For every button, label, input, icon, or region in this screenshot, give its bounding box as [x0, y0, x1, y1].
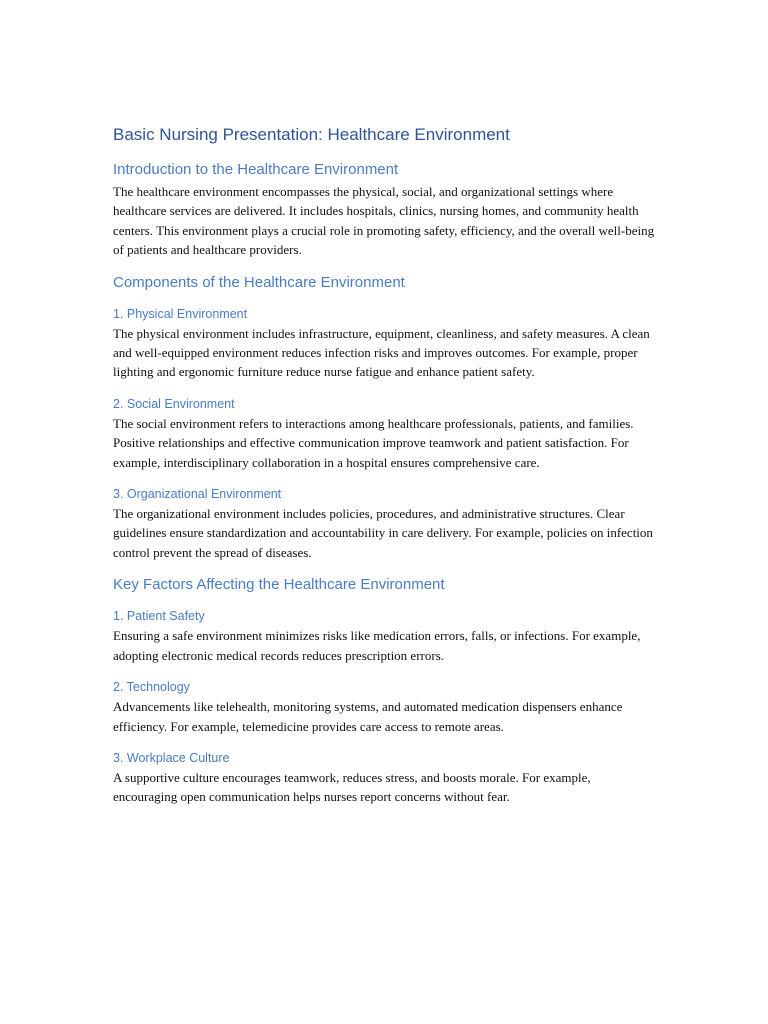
- spacer: [113, 382, 673, 395]
- technology-paragraph: Advancements like telehealth, monitoring systems, and automated medication dispensers enhance efficiency. For example, telemedicine provides care access to remote areas.: [113, 699, 623, 734]
- components-section: [113, 273, 673, 563]
- document-page: [113, 124, 673, 807]
- document-title: Basic Nursing Presentation: Healthcare Environment: [113, 125, 510, 144]
- factors-section: [113, 575, 673, 806]
- intro-paragraph: The healthcare environment encompasses the physical, social, and organizational settings where healthcare services are delivered. It includes hospitals, clinics, nursing homes, and community health centers. This environment plays a crucial role in promoting safety, efficiency, and the overall well-being of patients and healthcare providers.: [113, 184, 655, 258]
- social-environment-heading: 2. Social Environment: [113, 396, 235, 411]
- spacer: [113, 260, 673, 273]
- workplace-culture-paragraph: A supportive culture encourages teamwork, reduces stress, and boosts morale. For example, encouraging open communication helps nurses report concerns without fear.: [113, 769, 591, 805]
- physical-environment-paragraph: The physical environment includes infrastructure, equipment, cleanliness, and safety measures. A clean and well-equipped environment reduces infection risks and improves outcomes. For example, proper lighting and ergonomic furniture reduce nurse fatigue and enhance patient safety.: [113, 325, 650, 380]
- components-heading: Components of the Healthcare Environment: [113, 273, 405, 291]
- social-environment-paragraph: The social environment refers to interactions among healthcare professionals, patients, and families. Positive relationships and effective communication improve teamwork and patient satisfaction. For example, interdisciplinary collaboration in a hospital ensures comprehensive care.: [113, 415, 634, 470]
- spacer: [113, 472, 673, 485]
- spacer: [113, 665, 673, 678]
- organizational-environment-heading: 3. Organizational Environment: [113, 487, 282, 502]
- intro-heading: Introduction to the Healthcare Environment: [113, 161, 399, 178]
- organizational-environment-paragraph: The organizational environment includes policies, procedures, and administrative structures. Clear guidelines ensure standardization and accountability in care delivery. For example, policies on infection control prevent the spread of diseases.: [113, 506, 653, 560]
- workplace-culture-heading: 3. Workplace Culture: [113, 750, 230, 765]
- intro-section: [113, 160, 673, 260]
- physical-environment-heading: 1. Physical Environment: [113, 306, 248, 321]
- spacer: [113, 597, 673, 607]
- spacer: [113, 736, 673, 749]
- spacer: [113, 562, 673, 575]
- technology-heading: 2. Technology: [113, 680, 190, 695]
- spacer: [113, 295, 673, 305]
- patient-safety-heading: 1. Patient Safety: [113, 609, 205, 624]
- factors-heading: Key Factors Affecting the Healthcare Environment: [113, 576, 445, 594]
- patient-safety-paragraph: Ensuring a safe environment minimizes risks like medication errors, falls, or infections. For example, adopting electronic medical records reduces prescription errors.: [113, 628, 641, 663]
